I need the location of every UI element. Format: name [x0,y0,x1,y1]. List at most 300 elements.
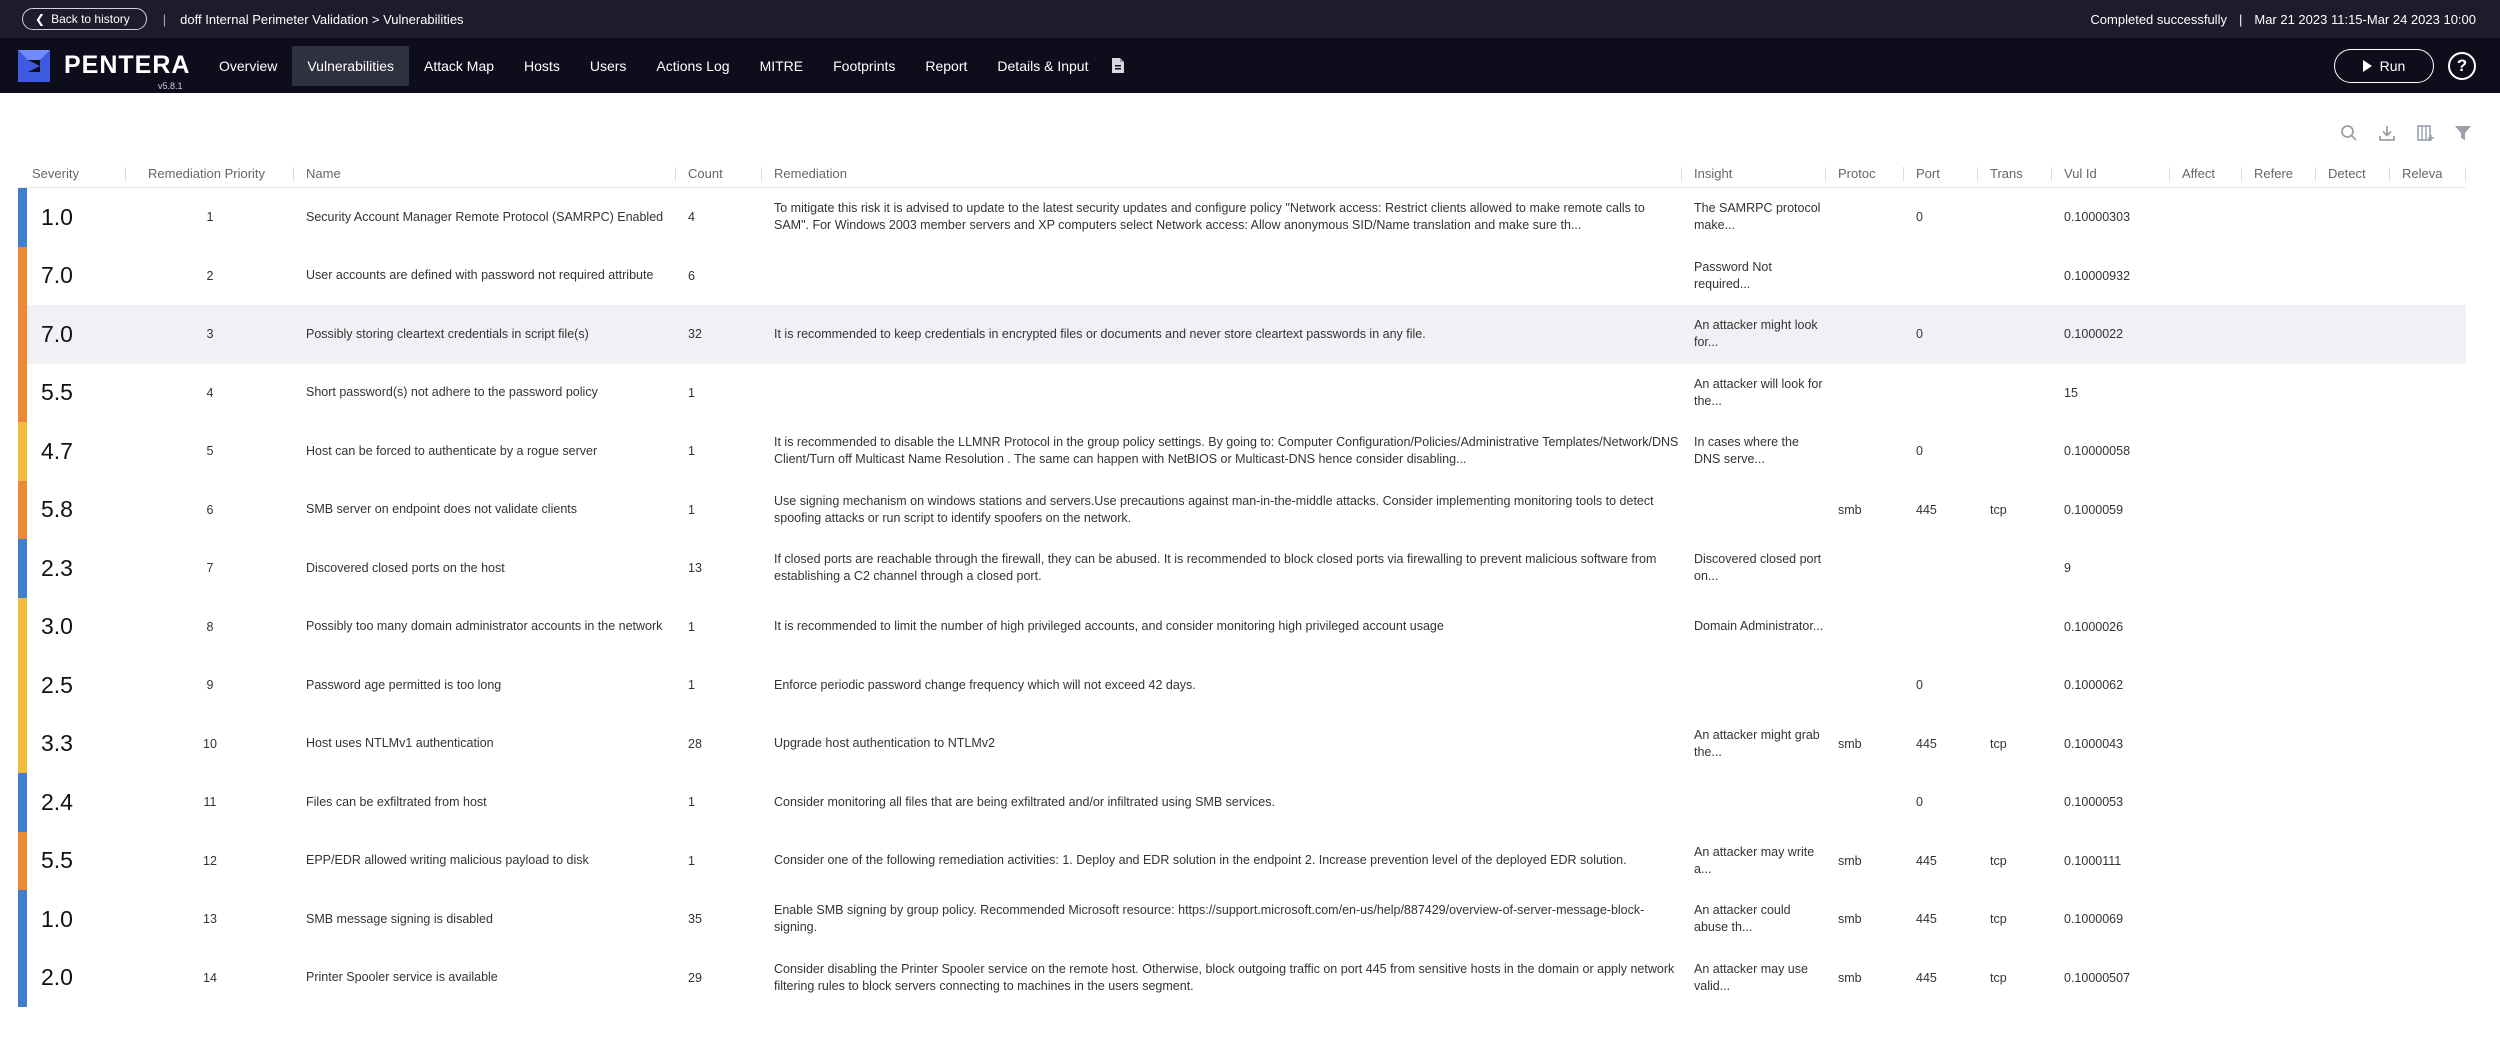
severity-score: 1.0 [41,203,73,230]
name-cell-text: Security Account Manager Remote Protocol (SAMRPC) Enabled [306,209,664,224]
severity-score: 3.0 [41,613,73,640]
nav-attack-map[interactable]: Attack Map [424,57,495,74]
severity-score: 3.3 [41,730,73,757]
nav-users[interactable]: Users [589,57,627,74]
port-cell [1904,854,1978,868]
severity-score: 4.7 [41,437,73,464]
remediation-cell [762,434,1682,468]
port-cell-text: 445 [1916,912,1937,927]
top-strip [0,0,2500,38]
name-cell [294,852,676,869]
port-cell [1904,678,1978,692]
severity-color-strip [18,364,27,423]
status-text: Completed successfully [2090,11,2227,27]
help-icon[interactable]: ? [2448,52,2476,80]
column-header-port[interactable]: Port [1904,160,1978,188]
remediation-cell [762,902,1682,936]
remediation-cell-text: It is recommended to keep credentials in encrypted files or documents and never store cleartext passwords in any file. [774,326,1426,341]
severity-color-strip [18,773,27,832]
name-cell-text: Password age permitted is too long [306,677,502,692]
date-range: Mar 21 2023 11:15-Mar 24 2023 10:00 [2254,11,2476,27]
count-cell [676,210,762,224]
severity-color-strip [18,656,27,715]
name-cell-text: Host uses NTLMv1 authentication [306,736,494,751]
vul-id-cell-text: 0.1000062 [2064,678,2124,693]
play-icon [2363,60,2372,72]
table-row[interactable] [18,598,2466,657]
insight-cell-text: Domain Administrator... [1694,619,1824,634]
priority-cell-text: 14 [203,970,217,985]
severity-color-strip [18,481,27,540]
insight-cell-text: An attacker might look for... [1694,318,1818,350]
column-header-remediation-priority[interactable]: Remediation Priority [126,160,294,188]
table-row[interactable] [18,539,2466,598]
remediation-cell-text: Consider one of the following remediation activities: 1. Deploy and EDR solution in the endpoint 2. Increase prevention level of the deployed EDR solution. [774,853,1627,868]
vul-id-cell-text: 0.10000058 [2064,444,2131,459]
severity-cell [18,247,126,306]
count-cell-text: 4 [688,210,695,225]
insight-cell [1682,317,1826,351]
priority-cell-text: 7 [206,561,214,576]
remediation-cell [762,677,1682,694]
remediation-cell [762,794,1682,811]
priority-cell-text: 1 [206,210,214,225]
table-row[interactable] [18,949,2466,1008]
priority-cell [126,971,294,985]
priority-cell-text: 8 [206,619,214,634]
app-version: v5.8.1 [158,80,183,91]
breadcrumb: doff Internal Perimeter Validation > Vulnerabilities [180,11,464,27]
table-row[interactable] [18,364,2466,423]
table-row[interactable] [18,773,2466,832]
run-label: Run [2379,57,2406,74]
priority-cell [126,912,294,926]
priority-cell-text: 10 [203,736,217,751]
remediation-cell [762,200,1682,234]
divider: | [162,11,167,27]
port-cell-text: 0 [1916,327,1923,342]
name-cell-text: Possibly storing cleartext credentials in script file(s) [306,326,589,341]
severity-cell [18,481,126,540]
protocol-cell [1826,503,1904,517]
priority-cell [126,444,294,458]
insight-cell [1682,200,1826,234]
transport-cell-text: tcp [1990,970,2007,985]
protocol-cell-text: smb [1838,736,1862,751]
name-cell [294,384,676,401]
vul-id-cell [2052,327,2170,341]
vul-id-cell-text: 0.1000069 [2064,912,2124,927]
name-cell-text: Printer Spooler service is available [306,970,498,985]
remediation-cell-text: Consider monitoring all files that are being exfiltrated and/or infiltrated using SMB services. [774,794,1275,809]
table-row[interactable] [18,188,2466,247]
transport-cell [1978,503,2052,517]
filter-icon[interactable] [2452,122,2474,144]
table-toolbar [2338,122,2474,144]
name-cell [294,267,676,284]
severity-color-strip [18,832,27,891]
pentera-logo [18,50,204,91]
vul-id-cell-text: 0.10000303 [2064,210,2131,225]
protocol-cell-text: smb [1838,912,1862,927]
transport-cell-text: tcp [1990,853,2007,868]
document-export-icon[interactable] [1103,46,1133,86]
remediation-cell [762,551,1682,585]
remediation-cell-text: To mitigate this risk it is advised to update to the latest security updates and configure policy "Network access: Restrict clients allowed to make remote calls to SAM". For Windows 2003 member servers and XP computers select Network access: Allow anonymous SID/Name translation and make sure th... [774,201,1645,233]
vul-id-cell-text: 15 [2064,385,2078,400]
name-cell-text: Short password(s) not adhere to the password policy [306,385,598,400]
insight-cell [1682,376,1826,410]
column-header-detection[interactable]: Detect [2316,160,2390,188]
priority-cell-text: 3 [206,327,214,342]
table-body [18,188,2466,1007]
name-cell [294,560,676,577]
severity-cell [18,364,126,423]
vul-id-cell-text: 0.1000053 [2064,795,2124,810]
severity-cell [18,715,126,774]
count-cell-text: 1 [688,678,695,693]
remediation-cell-text: It is recommended to limit the number of high privileged accounts, and consider monitoring high privileged account usage [774,619,1444,634]
priority-cell-text: 6 [206,502,214,517]
vul-id-cell-text: 0.1000059 [2064,502,2124,517]
transport-cell [1978,854,2052,868]
count-cell-text: 6 [688,268,695,283]
port-cell-text: 445 [1916,853,1937,868]
nav-vulnerabilities[interactable]: Vulnerabilities [292,46,409,86]
pentera-logo-icon [18,50,50,82]
vul-id-cell [2052,737,2170,751]
count-cell [676,503,762,517]
severity-score: 2.4 [41,788,73,815]
table-row[interactable] [18,481,2466,540]
severity-cell [18,188,126,247]
insight-cell-text: An attacker may use valid... [1694,961,1808,993]
transport-cell-text: tcp [1990,736,2007,751]
table-header [18,160,2466,188]
port-cell [1904,210,1978,224]
protocol-cell [1826,854,1904,868]
severity-color-strip [18,422,27,481]
divider: | [2238,11,2243,27]
priority-cell [126,503,294,517]
name-cell-text: EPP/EDR allowed writing malicious payload to disk [306,853,589,868]
column-header-remediation[interactable]: Remediation [762,160,1682,188]
count-cell [676,678,762,692]
table-row[interactable] [18,656,2466,715]
priority-cell-text: 11 [203,795,217,810]
insight-cell [1682,551,1826,585]
name-cell-text: User accounts are defined with password not required attribute [306,268,654,283]
priority-cell [126,269,294,283]
nav-overview[interactable]: Overview [219,57,278,74]
vul-id-cell [2052,503,2170,517]
insight-cell-text: In cases where the DNS serve... [1694,435,1799,467]
column-header-insight[interactable]: Insight [1682,160,1826,188]
priority-cell [126,620,294,634]
vul-id-cell-text: 0.10000507 [2064,970,2131,985]
protocol-cell [1826,737,1904,751]
name-cell [294,911,676,928]
column-header-protocol[interactable]: Protoc [1826,160,1904,188]
severity-cell [18,949,126,1008]
remediation-cell-text: Consider disabling the Printer Spooler service on the remote host. Otherwise, block outgoing traffic on port 445 from sensitive hosts in the domain or apply network filtering rules to block servers connecting to machines in the users segment. [774,961,1675,993]
transport-cell [1978,737,2052,751]
remediation-cell [762,852,1682,869]
vul-id-cell [2052,971,2170,985]
count-cell-text: 1 [688,502,695,517]
port-cell [1904,971,1978,985]
insight-cell [1682,844,1826,878]
protocol-cell [1826,971,1904,985]
count-cell [676,269,762,283]
vul-id-cell [2052,444,2170,458]
transport-cell-text: tcp [1990,502,2007,517]
run-status [2090,12,2476,27]
priority-cell-text: 4 [206,385,214,400]
column-header-transport[interactable]: Trans [1978,160,2052,188]
severity-score: 7.0 [41,320,73,347]
protocol-cell [1826,912,1904,926]
protocol-cell-text: smb [1838,502,1862,517]
name-cell [294,209,676,226]
insight-cell-text: An attacker might grab the... [1694,727,1820,759]
count-cell [676,912,762,926]
severity-cell [18,656,126,715]
priority-cell [126,386,294,400]
severity-score: 5.5 [41,379,73,406]
insight-cell-text: Password Not required... [1694,259,1772,291]
priority-cell [126,561,294,575]
chevron-left-icon: ❮ [35,12,46,26]
remediation-cell-text: It is recommended to disable the LLMNR Protocol in the group policy settings. By going to: Computer Configuration/Policies/Administrative Templates/Network/DNS Client/Turn off Multicast Name Resolution . The same can happen with NetBIOS or Multicast-DNS hence consider disabling... [774,435,1679,467]
vul-id-cell-text: 0.1000111 [2064,853,2122,868]
port-cell-text: 0 [1916,444,1923,459]
name-cell [294,326,676,343]
vul-id-cell [2052,678,2170,692]
priority-cell [126,737,294,751]
count-cell-text: 32 [688,327,702,342]
column-header-affected[interactable]: Affect [2170,160,2242,188]
count-cell [676,386,762,400]
count-cell [676,620,762,634]
severity-cell [18,305,126,364]
remediation-cell-text: Upgrade host authentication to NTLMv2 [774,736,995,751]
insight-cell-text: An attacker may write a... [1694,844,1815,876]
remediation-cell-text: Enforce periodic password change frequency which will not exceed 42 days. [774,677,1196,692]
port-cell-text: 0 [1916,678,1923,693]
name-cell-text: Host can be forced to authenticate by a rogue server [306,443,598,458]
vul-id-cell [2052,210,2170,224]
back-to-history-label: Back to history [51,12,130,26]
table-row[interactable] [18,247,2466,306]
name-cell [294,443,676,460]
port-cell [1904,795,1978,809]
name-cell [294,735,676,752]
columns-icon[interactable] [2414,122,2436,144]
severity-cell [18,598,126,657]
severity-color-strip [18,539,27,598]
severity-cell [18,773,126,832]
severity-cell [18,539,126,598]
table-row[interactable] [18,422,2466,481]
insight-cell [1682,618,1826,635]
count-cell [676,737,762,751]
vul-id-cell [2052,561,2170,575]
nav-hosts[interactable]: Hosts [524,57,560,74]
count-cell-text: 1 [688,795,695,810]
severity-color-strip [18,188,27,247]
vul-id-cell [2052,795,2170,809]
insight-cell [1682,727,1826,761]
vul-id-cell-text: 0.1000022 [2064,327,2124,342]
column-header-vul-id[interactable]: Vul Id [2052,160,2170,188]
count-cell-text: 1 [688,385,695,400]
severity-score: 7.0 [41,262,73,289]
priority-cell [126,210,294,224]
main-nav [0,38,2500,93]
insight-cell [1682,902,1826,936]
name-cell-text: Discovered closed ports on the host [306,560,505,575]
port-cell-text: 445 [1916,502,1937,517]
vulnerabilities-table [18,160,2466,1007]
nav-mitre[interactable]: MITRE [759,57,804,74]
name-cell [294,677,676,694]
nav-report[interactable]: Report [925,57,968,74]
priority-cell [126,854,294,868]
transport-cell [1978,971,2052,985]
nav-details-input[interactable]: Details & Input [997,57,1089,74]
table-row[interactable] [18,890,2466,949]
port-cell-text: 445 [1916,736,1937,751]
download-icon[interactable] [2376,122,2398,144]
priority-cell-text: 9 [206,678,214,693]
insight-cell-text: An attacker could abuse th... [1694,903,1791,935]
vul-id-cell [2052,854,2170,868]
port-cell [1904,327,1978,341]
severity-color-strip [18,305,27,364]
name-cell [294,618,676,635]
remediation-cell [762,618,1682,635]
count-cell [676,971,762,985]
name-cell-text: SMB server on endpoint does not validate clients [306,502,577,517]
vul-id-cell-text: 9 [2064,561,2071,576]
table-row[interactable] [18,715,2466,774]
port-cell [1904,503,1978,517]
vul-id-cell-text: 0.10000932 [2064,268,2131,283]
insight-cell-text: Discovered closed port on... [1694,552,1822,584]
count-cell-text: 1 [688,853,695,868]
remediation-cell [762,326,1682,343]
transport-cell-text: tcp [1990,912,2007,927]
name-cell [294,794,676,811]
column-header-name[interactable]: Name [294,160,676,188]
count-cell-text: 35 [688,912,702,927]
port-cell [1904,444,1978,458]
insight-cell [1682,961,1826,995]
run-button[interactable] [2334,49,2434,83]
port-cell-text: 445 [1916,970,1937,985]
priority-cell-text: 5 [206,444,214,459]
port-cell [1904,912,1978,926]
severity-color-strip [18,247,27,306]
severity-color-strip [18,715,27,774]
vul-id-cell [2052,912,2170,926]
severity-color-strip [18,890,27,949]
priority-cell-text: 2 [206,268,214,283]
back-to-history-button[interactable] [22,8,147,30]
remediation-cell-text: Use signing mechanism on windows stations and servers.Use precautions against man-in-the-middle attacks. Consider implementing monitoring tools to detect spoofing attacks or run script to identify spoofers on the network. [774,493,1654,525]
priority-cell-text: 13 [203,912,217,927]
table-row[interactable] [18,305,2466,364]
remediation-cell-text: Enable SMB signing by group policy. Recommended Microsoft resource: https://support.microsoft.com/en-us/help/887429/overview-of-server-message-block-signing. [774,903,1645,935]
column-header-references[interactable]: Refere [2242,160,2316,188]
vul-id-cell-text: 0.1000043 [2064,736,2124,751]
transport-cell [1978,912,2052,926]
severity-score: 2.3 [41,554,73,581]
port-cell-text: 0 [1916,795,1923,810]
insight-cell [1682,259,1826,293]
insight-cell-text: An attacker will look for the... [1694,376,1823,408]
priority-cell [126,678,294,692]
count-cell-text: 28 [688,736,702,751]
name-cell-text: Possibly too many domain administrator accounts in the network [306,619,663,634]
column-header-count[interactable]: Count [676,160,762,188]
nav-footprints[interactable]: Footprints [833,57,896,74]
count-cell [676,795,762,809]
port-cell-text: 0 [1916,210,1923,225]
insight-cell-text: The SAMRPC protocol make... [1694,201,1821,233]
severity-score: 2.0 [41,964,73,991]
column-header-severity[interactable]: Severity [18,160,126,188]
search-icon[interactable] [2338,122,2360,144]
vul-id-cell [2052,386,2170,400]
name-cell-text: Files can be exfiltrated from host [306,794,487,809]
priority-cell [126,795,294,809]
severity-cell [18,422,126,481]
count-cell-text: 1 [688,619,695,634]
priority-cell-text: 12 [203,853,217,868]
count-cell [676,854,762,868]
port-cell [1904,737,1978,751]
severity-color-strip [18,949,27,1008]
column-header-relevance[interactable]: Releva [2390,160,2466,188]
name-cell [294,969,676,986]
app-name: PENTERA [64,51,191,79]
count-cell [676,561,762,575]
count-cell-text: 1 [688,444,695,459]
vul-id-cell [2052,620,2170,634]
table-row[interactable] [18,832,2466,891]
priority-cell [126,327,294,341]
insight-cell [1682,434,1826,468]
count-cell [676,444,762,458]
name-cell-text: SMB message signing is disabled [306,911,493,926]
severity-color-strip [18,598,27,657]
protocol-cell-text: smb [1838,970,1862,985]
remediation-cell [762,735,1682,752]
nav-actions-log[interactable]: Actions Log [656,57,730,74]
severity-score: 5.8 [41,496,73,523]
severity-score: 1.0 [41,905,73,932]
count-cell-text: 29 [688,970,702,985]
remediation-cell [762,493,1682,527]
severity-score: 5.5 [41,847,73,874]
name-cell [294,501,676,518]
vul-id-cell-text: 0.1000026 [2064,619,2124,634]
count-cell-text: 13 [688,561,702,576]
vul-id-cell [2052,269,2170,283]
protocol-cell-text: smb [1838,853,1862,868]
